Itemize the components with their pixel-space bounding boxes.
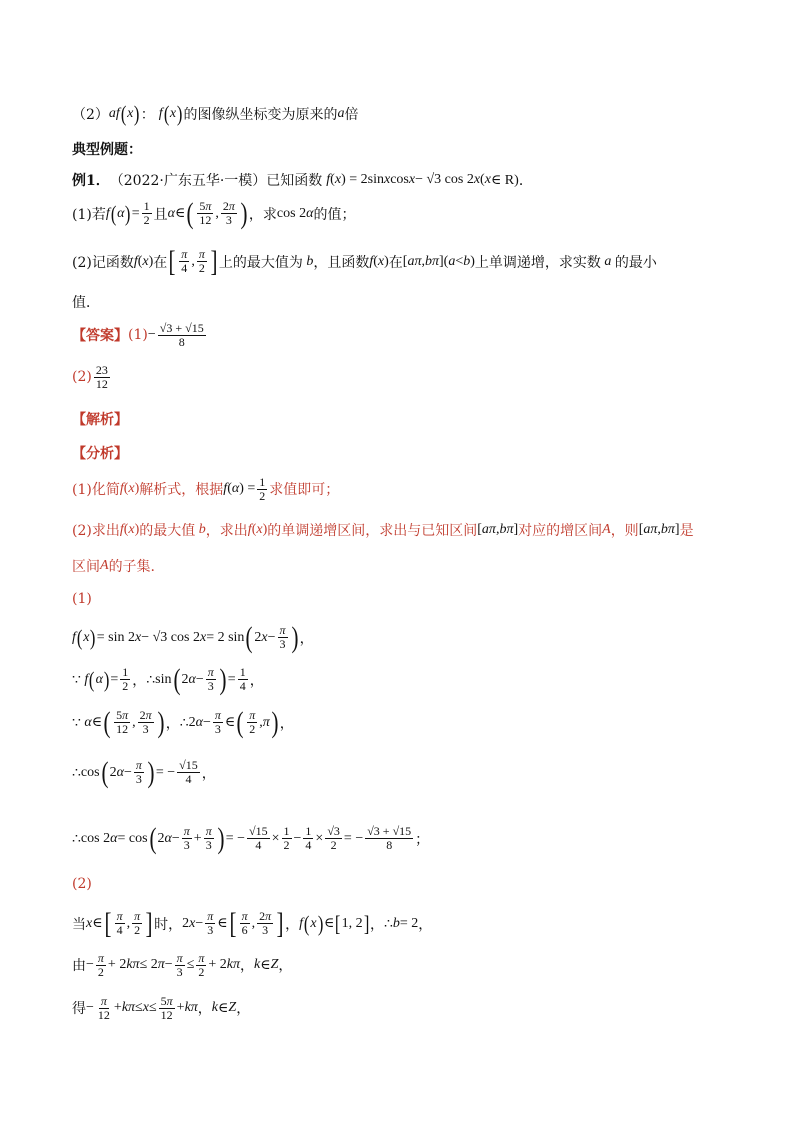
you-label: 由 (72, 958, 86, 975)
example-stem: 例1． （2022·广东五华·一模） 已知函数 f ( x ) = 2sin x cos x − √3 cos 2 x ( x ∈ R) ． (72, 172, 533, 189)
sol-step-4: ∴ cos ( 2 α − $\frac{\pi}{3}$ ) = − $\frac{√15}{4}$ ， (72, 756, 216, 789)
analysis-label: 【解析】 (72, 412, 128, 428)
fenxi-p2-line2-a: 区间 (72, 559, 100, 575)
answer-label: 【答案】 (72, 328, 128, 345)
fenxi-p2: (2)求出 f ( x ) 的最大值 b ，求出 f ( x ) 的单调递增区间，求出与已知区间 [ aπ , bπ ] 对应的增区间 A ，则 [ aπ , bπ ] 是 (72, 522, 694, 539)
fenxi-p2-b: 的最大值 (139, 523, 196, 539)
example-source: （2022·广东五华·一模） (109, 173, 267, 189)
sol-part1-label: (1) (72, 591, 92, 607)
q2-mid5: 上单调递增，求实数 (474, 254, 601, 271)
sol-step-2: ∵ f ( α ) = $\frac{1}{2}$ ， ∴ sin ( 2 α − $\frac{\pi}{3}$ ) = $\frac{1}{4}$ ， (72, 663, 264, 696)
q2-mid2: 上的最大值为 (218, 254, 303, 271)
sol-step-8: 得 − $\frac{\pi}{12}$ + kπ ≤ x ≤ $\frac{5\pi}{12}$ + kπ ， k ∈ Z ， (72, 994, 251, 1022)
example-q2: (2)记函数 f ( x ) 在 [ $\frac{\pi}{4}$ , $\frac{\pi}{2}$ ] 上的最大值为 b ，且函数 f ( x ) 在 [ aπ , bπ ] ( a < b ) 上单调递增，求实数 a 的最小 (72, 245, 657, 278)
q2-mid1: 在 (153, 254, 168, 271)
fenxi-label: 【分析】 (72, 446, 128, 462)
q2-mid6: 的最小 (614, 254, 657, 271)
intro-item-2: （2） af ( x ) ： f ( x ) 的图像纵坐标变为原来的 a 倍 (72, 101, 359, 127)
because-1: ∵ (72, 671, 81, 688)
therefore-4: ∴ (72, 830, 81, 847)
fenxi-p2-g: 是 (679, 523, 694, 539)
q2-prefix: (2)记函数 (72, 254, 134, 271)
answer-2-prefix: (2) (72, 369, 92, 386)
fenxi-p2-e: 对应的增区间 (518, 523, 603, 539)
q1-end: ，求 (248, 206, 277, 223)
because-2: ∵ (72, 714, 81, 731)
intro-item2-prefix: （2） (72, 107, 109, 123)
fenxi-p1: (1)化简 f ( x ) 解析式，根据 f ( α ) = $\frac{1}{2}$ 求值即可； (72, 475, 340, 503)
q1-mid: 且 (153, 206, 168, 223)
sol-part2-label: (2) (72, 876, 92, 892)
q2-line2: 值． (72, 295, 100, 311)
q1-prefix: (1)若 (72, 206, 106, 223)
fenxi-p1-a: (1)化简 (72, 482, 120, 499)
fenxi-p2-d: 的单调递增区间，求出与已知区间 (267, 523, 478, 539)
fenxi-p2-c: ，求出 (205, 523, 248, 539)
shi-label: 时， (154, 916, 183, 933)
fenxi-p1-b: 解析式，根据 (139, 482, 224, 499)
sol-step-1: f ( x ) = sin 2 x − √3 cos 2 x = 2 sin ( 2 x − $\frac{\pi}{3}$ ) ， (72, 621, 314, 654)
example-stem-text: 已知函数 (266, 173, 323, 189)
therefore-1: ∴ (146, 671, 156, 688)
fenxi-p2-a: (2)求出 (72, 523, 120, 539)
intro-item2-text: 的图像纵坐标变为原来的 (183, 107, 338, 123)
therefore-3: ∴ (72, 764, 81, 781)
answer-1-prefix: (1) (128, 327, 148, 344)
fenxi-p1-c: 求值即可； (269, 482, 340, 499)
intro-item2-suffix: 倍 (344, 107, 359, 123)
answer-line-2: (2) $\frac{23}{12}$ (72, 363, 108, 391)
sol-step-5: ∴ cos 2 α = cos ( 2 α − $\frac{\pi}{3}$ + $\frac{\pi}{3}$ ) = − $\frac{√15}{4}$ × $\frac{1}{2}$ − $\frac{1}{4}$ × $\frac{√3}{2}$ = − $\frac{√3 + √15}{8}$ ； (72, 822, 430, 855)
example-label: 例1． (72, 173, 110, 189)
sol-step-6: 当 x ∈ [ $\frac{\pi}{4}$ , $\frac{\pi}{2}$ ] 时， 2 x − $\frac{\pi}{3}$ ∈ [ $\frac{\pi}{6}$ , $\frac{2\pi}{3}$ ] ， f ( x ) ∈ [ 1, 2 ] ， ∴ b = 2 ， (72, 907, 433, 940)
section-title: 典型例题： (72, 142, 142, 158)
example-q1: (1)若 f ( α ) = $\frac{1}{2}$ 且 α ∈ ( $\frac{5\pi}{12}$ , $\frac{2\pi}{3}$ ) ，求 cos 2 α 的值； (72, 197, 356, 230)
sol-step-7: 由 − $\frac{\pi}{2}$ + 2 kπ ≤ 2 π − $\frac{\pi}{3}$ ≤ $\frac{\pi}{2}$ + 2 kπ ， k ∈ Z ， (72, 951, 293, 979)
q1-tail: 的值； (313, 206, 356, 223)
fenxi-p2-f: ，则 (610, 523, 639, 539)
q2-mid3: ，且函数 (313, 254, 370, 271)
therefore-2: ∴ (179, 714, 189, 731)
sol-step-3: ∵ α ∈ ( $\frac{5\pi}{12}$ , $\frac{2\pi}{3}$ ) ， ∴ 2 α − $\frac{\pi}{3}$ ∈ ( $\frac{\pi}{2}$ , π ) ， (72, 706, 294, 739)
de-label: 得 (72, 1001, 86, 1018)
q2-mid4: 在 (388, 254, 403, 271)
therefore-5: ∴ (383, 915, 393, 932)
fenxi-p2-line2-b: 的子集. (108, 559, 156, 575)
fenxi-p2-line2: 区间 A 的子集. (72, 558, 156, 575)
answer-line-1: 【答案】 (1) − $\frac{√3 + √15}{8}$ (72, 321, 204, 349)
when-label: 当 (72, 916, 86, 933)
